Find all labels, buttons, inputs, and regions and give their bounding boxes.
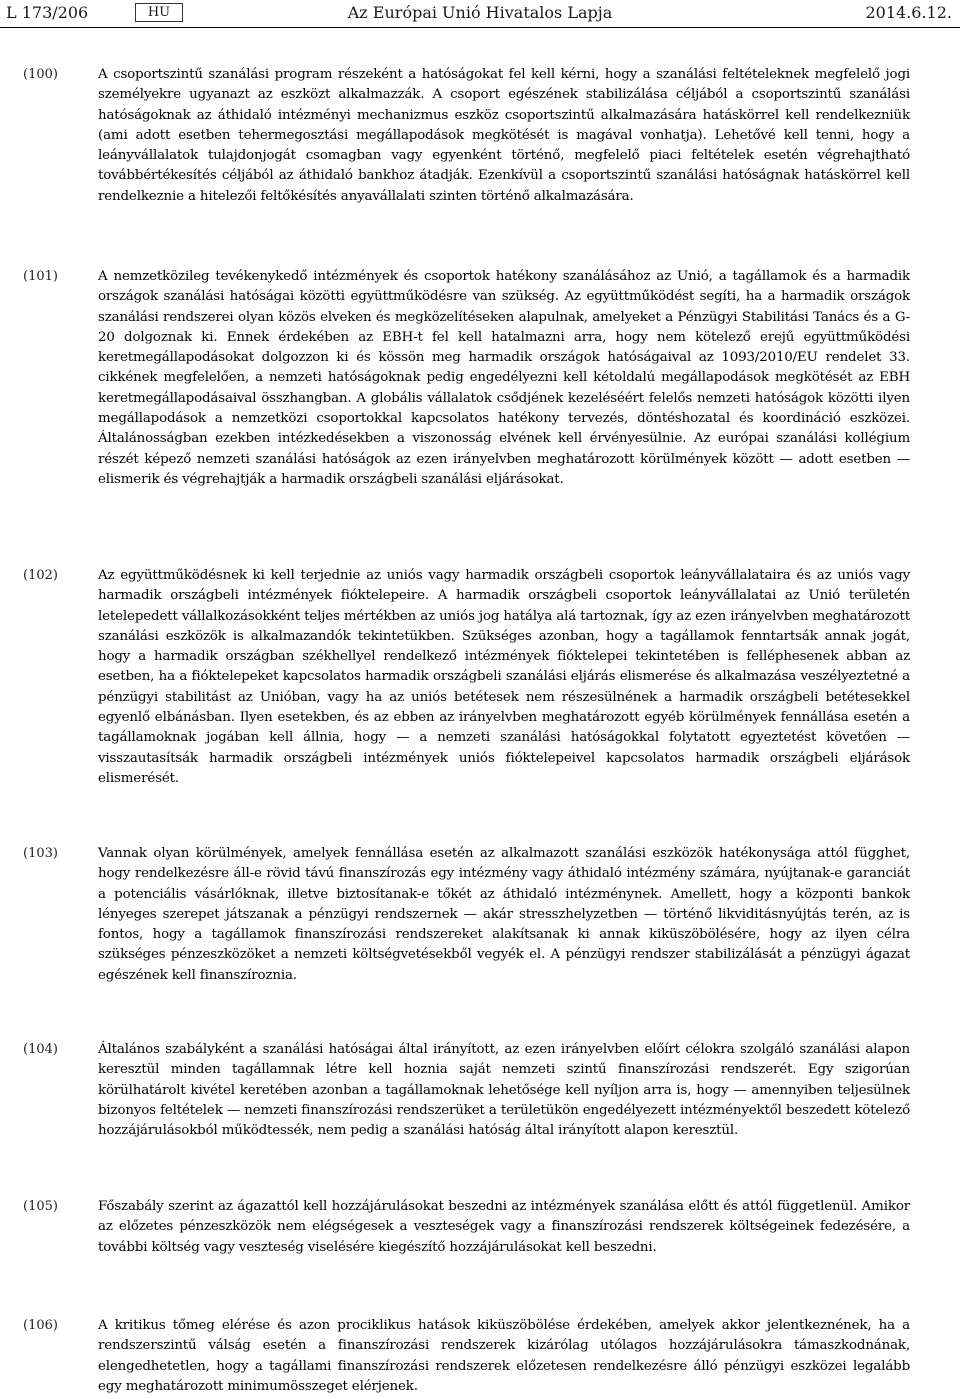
header-divider [0, 27, 960, 28]
recital-text: Általános szabályként a szanálási hatóságai által irányított, az ezen irányelvben előírt célokra szolgáló szanálási alapon keresztül minden tagállamnak létre kell hoznia saját nemzeti szintű finanszírozási rendszerét. Egy szigorúan körülhatárolt kivétel keretében azonban a tagállamoknak lehetősége kell nyíljon arra is, hogy — amennyiben teljesülnek bizonyos feltételek — nemzeti finanszírozási rendszerüket a területükön engedélyezett intézményektől beszedett kötelező hozzájárulásokból működtessék, nem pedig a szanálási hatóság által irányított alapon keresztül. [98, 1042, 910, 1139]
recital-number: (104) [23, 1042, 58, 1057]
recital-number: (105) [23, 1199, 58, 1214]
recital-text: Vannak olyan körülmények, amelyek fennállása esetén az alkalmazott szanálási eszközök hatékonysága attól függhet, hogy rendelkezésre áll-e rövid távú finanszírozás egy intézmény vagy áthidaló intézmény számára, nyújtanak-e garanciát a potenciális vásárlóknak, illetve biztosítanak-e tőkét az áthidaló intézménynek. Amellett, hogy a központi bankok lényeges szerepet játszanak a pénzügyi rendszernek — akár stresszhelyzetben — történő likviditásnyújtás terén, az is fontos, hogy a tagállamok finanszírozási rendszereket alakítsanak ki annak kiküszöbölésére, hogy az ilyen célra szükséges pénzeszközöket a nemzeti költségvetésekből vegyék el. A pénzügyi rendszer stabilizálását a pénzügyi ágazat egészének kell finanszíroznia. [98, 846, 910, 983]
recital-text: A csoportszintű szanálási program részeként a hatóságokat fel kell kérni, hogy a szanálási feltételeknek megfelelő jogi személyekre ugyanazt az eszközt alkalmazzák. A csoport egészének stabilizálása céljából a csoportszintű szanálási hatóságoknak az áthidaló intézményi mechanizmus eszköz csoportszintű alkalmazására hatáskörrel kell rendelkezniük (ami adott esetben tehermegosztási megállapodások megkötését is magával vonhatja). Lehetővé kell tenni, hogy a leányvállalatok tulajdonjogát csomagban vagy egyenként történő, megfelelő piaci feltételek esetén végrehajtható továbbértékesítés céljából az áthidaló bankhoz átadják. Ezenkívül a csoportszintű szanálási hatóságnak hatáskörrel kell rendelkeznie a hitelezői feltőkésítés anyavállalati szinten történő alkalmazására. [98, 67, 910, 204]
recital-text: A kritikus tőmeg elérése és azon prociklikus hatások kiküszöbölése érdekében, amelyek akkor jelentkeznének, ha a rendszerszintű válság esetén a finanszírozási rendszerek kizárólag utólagos hozzájárulásokra támaszkodnának, elengedhetetlen, hogy a tagállami finanszírozási rendszerek előzetesen rendelkezésre álló pénzügyi eszközei legalább egy meghatározott minimumösszeget elérjenek. [98, 1318, 910, 1394]
language-badge: HU [135, 3, 183, 22]
page-header [0, 0, 960, 30]
recital-number: (100) [23, 67, 58, 82]
recital-number: (101) [23, 269, 58, 284]
recital-number: (103) [23, 846, 58, 861]
journal-title: Az Európai Unió Hivatalos Lapja [347, 3, 613, 22]
recital-text: Főszabály szerint az ágazattól kell hozzájárulásokat beszedni az intézmények szanálása előtt és attól függetlenül. Amikor az előzetes pénzeszközök nem elégségesek a veszteségek vagy a finanszírozási rendszerek költségeinek fedezésére, a további költség vagy veszteség viselésére kiegészítő hozzájárulásokat kell beszedni. [98, 1199, 910, 1255]
recital-text: A nemzetközileg tevékenykedő intézmények és csoportok hatékony szanálásához az Unió, a tagállamok és a harmadik országok szanálási hatóságai közötti együttműködésre van szükség. Az együttműködést segíti, ha a harmadik országok szanálási rendszerei olyan közös elveken és megközelítéseken alapulnak, amelyeket a Pénzügyi Stabilitási Tanács és a G-20 dolgoznak ki. Ennek érdekében az EBH-t fel kell hatalmazni arra, hogy nem kötelező erejű együttműködési keretmegállapodásokat dolgozzon ki és kössön meg harmadik országok hatóságaival az 1093/2010/EU rendelet 33. cikkének megfelelően, a nemzeti hatóságoknak pedig engedélyezni kell kétoldalú megállapodások megkötését az EBH keretmegállapodásaival összhangban. A globális vállalatok csődjének kezeléséért felelős nemzeti hatóságok közötti ilyen megállapodások a nemzetközi csoportokkal kapcsolatos hatékony tervezés, döntéshozatal és koordináció eszközei. Általánosságban ezekben intézkedésekben a viszonosság elvének kell érvényesülnie. Az európai szanálási kollégium részét képező nemzeti szanálási hatóságok az ezen irányelvben meghatározott körülmények között — adott esetben — elismerik és végrehajtják a harmadik országbeli szanálási eljárásokat. [98, 269, 910, 487]
publication-date: 2014.6.12. [865, 3, 952, 22]
recital-number: (106) [23, 1318, 58, 1333]
page-number: L 173/206 [6, 3, 89, 22]
recital-text: Az együttműködésnek ki kell terjednie az uniós vagy harmadik országbeli csoportok leányvállalataira és az uniós vagy harmadik országbeli intézmények fióktelepeire. A harmadik országbeli csoportok leányvállalatai az Unió területén letelepedett vállalkozásokként teljes mértékben az uniós jog hatálya alá tartoznak, így az ezen irányelvben meghatározott szanálási eszközök is alkalmazandók tekintetükben. Szükséges azonban, hogy a tagállamok fenntartsák annak jogát, hogy a harmadik országban székhellyel rendelkező intézmények fióktelepei tekintetében is felléphesenek abban az esetben, ha a fióktelepeket kapcsolatos harmadik országbeli szanálási eljárás elismerése és alkalmazása veszélyeztetné a pénzügyi stabilitást az Unióban, vagy ha az uniós betétesek nem részesülnének a harmadik országbeli betétesekkel egyenlő elbánásban. Ilyen esetekben, és az ebben az irányelvben meghatározott egyéb körülmények fennállása esetén a tagállamoknak jogában kell állnia, hogy — a nemzeti szanálási hatóságokkal folytatott egyeztetést követően — visszautasítsák harmadik országbeli intézmények uniós fióktelepeivel kapcsolatos harmadik országbeli eljárások elismerését. [98, 568, 910, 786]
recital-number: (102) [23, 568, 58, 583]
